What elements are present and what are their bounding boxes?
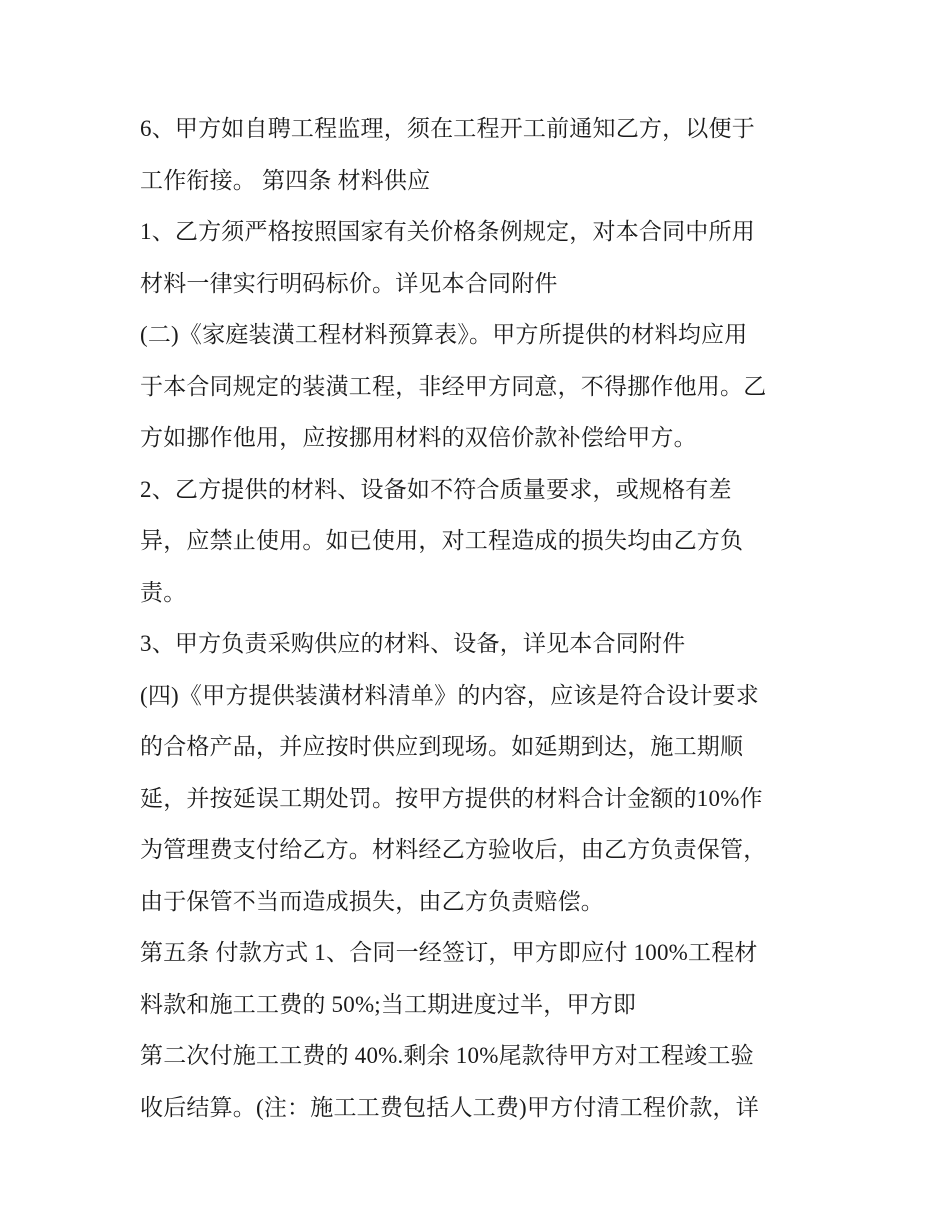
text-line: (二)《家庭装潢工程材料预算表》。甲方所提供的材料均应用 [140, 322, 748, 347]
text-line: 于本合同规定的装潢工程，非经甲方同意，不得挪作他用。乙 [140, 373, 767, 399]
text-line: 材料一律实行明码标价。详见本合同附件 [140, 270, 558, 296]
text-line: 1、乙方须严格按照国家有关价格条例规定，对本合同中所用 [140, 219, 755, 244]
text-line: 料款和施工工费的 50%;当工期进度过半，甲方即 [140, 991, 637, 1017]
text-line: 6、甲方如自聘工程监理，须在工程开工前通知乙方，以便于 [140, 116, 755, 141]
text-line: 责。 [140, 579, 187, 605]
text-line: 2、乙方提供的材料、设备如不符合质量要求，或规格有差 [140, 476, 732, 502]
text-line: 工作衔接。 第四条 材料供应 [140, 167, 431, 193]
text-line: 延，并按延误工期处罚。按甲方提供的材料合计金额的10%作 [140, 785, 763, 811]
text-line: 收后结算。(注：施工工费包括人工费)甲方付清工程价款，详 [140, 1094, 759, 1120]
text-line: 异，应禁止使用。如已使用，对工程造成的损失均由乙方负 [140, 528, 744, 553]
text-line: 第二次付施工工费的 40%.剩余 10%尾款待甲方对工程竣工验 [140, 1043, 754, 1068]
text-line: (四)《甲方提供装潢材料清单》的内容，应该是符合设计要求 [140, 682, 759, 708]
text-line: 第五条 付款方式 1、合同一经签订，甲方即应付 100%工程材 [140, 940, 758, 965]
text-line: 为管理费支付给乙方。材料经乙方验收后，由乙方负责保管， [140, 837, 767, 862]
text-line: 的合格产品，并应按时供应到现场。如延期到达，施工期顺 [140, 734, 744, 759]
text-line: 由于保管不当而造成损失，由乙方负责赔偿。 [140, 888, 604, 914]
document-body [140, 103, 830, 1133]
text-line: 3、甲方负责采购供应的材料、设备，详见本合同附件 [140, 631, 686, 656]
text-line: 方如挪作他用，应按挪用材料的双倍价款补偿给甲方。 [140, 425, 697, 450]
